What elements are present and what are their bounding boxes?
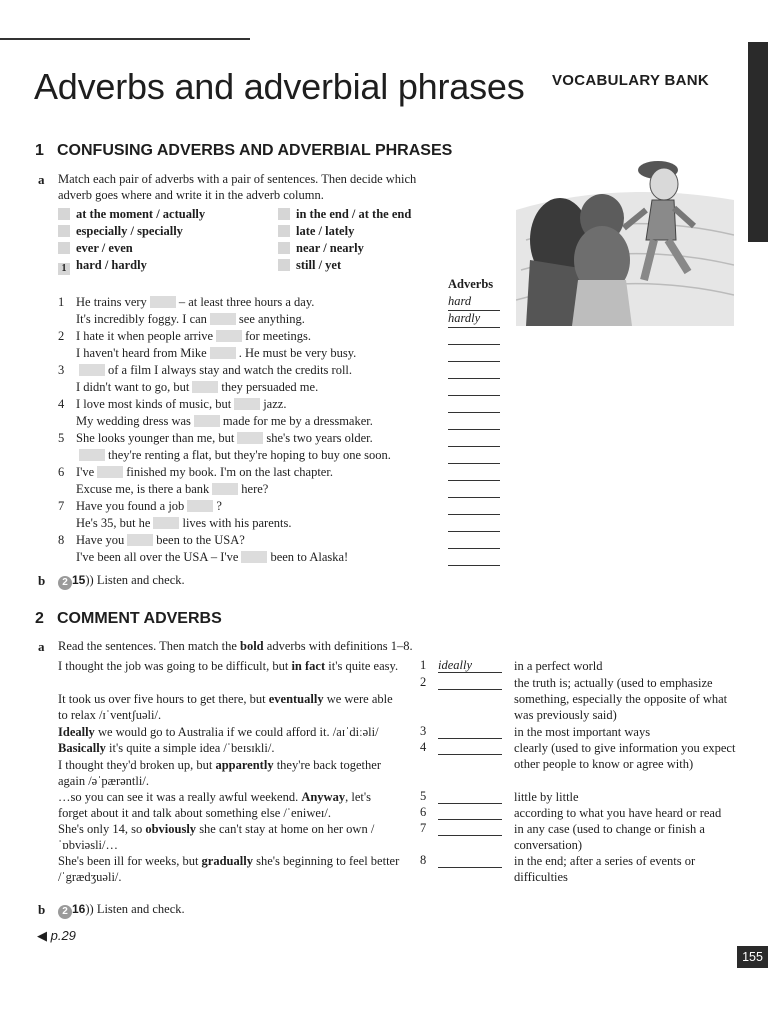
comment-sentence: Basically it's quite a simple idea /ˈbeɪsɪkli/.	[58, 741, 275, 755]
answer-line[interactable]	[438, 821, 502, 836]
pair-label: near / nearly	[296, 241, 364, 255]
answer-line[interactable]	[448, 345, 500, 362]
answer-line[interactable]	[438, 740, 502, 755]
definition-number: 2	[420, 675, 427, 689]
gap-blank	[150, 296, 176, 308]
sentence-b: I haven't heard from Mike . He must be very busy.	[76, 346, 357, 360]
comment-sentence: …so you can see it was a really awful weekend. Anyway, let's forget about it and talk about something else /ˈeniweɪ/.	[58, 790, 371, 820]
sentence-number: 4	[58, 397, 65, 411]
comment-sentence: I thought the job was going to be difficult, but in fact it's quite easy.	[58, 659, 399, 673]
definition: in the most important ways	[514, 725, 651, 739]
adverbs-column-header: Adverbs	[448, 277, 494, 291]
gap-blank	[210, 313, 236, 325]
answer-box[interactable]	[278, 259, 290, 271]
gap-blank	[194, 415, 220, 427]
answer-line[interactable]: ideally	[438, 658, 502, 673]
definition-number: 3	[420, 724, 427, 738]
answer-line[interactable]	[448, 515, 500, 532]
sentence-b: Excuse me, is there a bank here?	[76, 482, 269, 496]
comment-sentence: Ideally we would go to Australia if we could afford it. /aɪˈdiːəli/	[58, 725, 379, 739]
sentence-a: Have you found a job ?	[76, 499, 222, 513]
track-number: 16	[72, 902, 86, 916]
top-rule	[0, 38, 250, 40]
vocabulary-bank-label: VOCABULARY BANK	[552, 72, 710, 89]
section1-title: CONFUSING ADVERBS AND ADVERBIAL PHRASES	[57, 142, 453, 159]
pair-box[interactable]	[58, 241, 133, 256]
audio-cd-icon[interactable]: 2	[58, 905, 72, 919]
listen-text: Listen and check.	[96, 902, 185, 916]
section2-a-label: a	[38, 639, 45, 654]
answer-line[interactable]	[448, 532, 500, 549]
answer-line[interactable]	[448, 362, 500, 379]
definition-number: 1	[420, 658, 427, 672]
answer-line[interactable]	[438, 675, 502, 690]
pair-label: especially / specially	[76, 224, 183, 238]
section2-number: 2	[35, 610, 44, 627]
gap-blank	[210, 347, 236, 359]
definition: in the end; after a series of events or difficulties	[514, 854, 696, 884]
answer-line[interactable]	[448, 464, 500, 481]
answer-line[interactable]	[438, 805, 502, 820]
listen-text: Listen and check.	[96, 573, 185, 587]
section2-b-label: b	[38, 902, 46, 917]
sentence-b: It's incredibly foggy. I can see anything.	[76, 312, 305, 326]
section2-heading	[35, 610, 222, 628]
section1-a-label: a	[38, 172, 45, 187]
answer-box[interactable]	[58, 208, 70, 220]
pair-box[interactable]	[278, 224, 354, 239]
sentence-b: they're renting a flat, but they're hoping to buy one soon.	[76, 448, 391, 463]
sentence-number: 6	[58, 465, 65, 479]
runner-illustration	[516, 140, 734, 326]
gap-blank	[241, 551, 267, 563]
section2-listen[interactable]	[58, 901, 185, 919]
sentence-a: He trains very – at least three hours a day.	[76, 295, 315, 309]
sentence-a: She looks younger than me, but she's two years older.	[76, 431, 373, 445]
answer-box[interactable]	[278, 242, 290, 254]
pair-label: in the end / at the end	[296, 207, 412, 221]
section2-instruction: Read the sentences. Then match the bold adverbs with definitions 1–8.	[58, 639, 413, 653]
definition: in any case (used to change or finish a conversation)	[514, 822, 705, 852]
pair-label: ever / even	[76, 241, 133, 255]
answer-line[interactable]	[448, 549, 500, 566]
answer-box[interactable]	[58, 242, 70, 254]
sentence-b: I've been all over the USA – I've been to Alaska!	[76, 550, 349, 564]
answer-line[interactable]	[438, 789, 502, 804]
answer-line[interactable]	[448, 481, 500, 498]
section2-title: COMMENT ADVERBS	[57, 610, 222, 627]
sentence-b: He's 35, but he lives with his parents.	[76, 516, 292, 530]
comment-sentence: It took us over five hours to get there, but eventually we were able to relax /ɪˈventʃuəli/.	[58, 692, 393, 722]
answer-line[interactable]	[448, 396, 500, 413]
sentence-number: 8	[58, 533, 65, 547]
pair-box[interactable]	[278, 207, 411, 222]
instruction-line: adverb goes where and write it in the adverb column.	[58, 188, 324, 202]
definition: the truth is; actually (used to emphasize something, especially the opposite of what was previously said)	[514, 676, 728, 722]
track-number: 15	[72, 573, 86, 587]
back-arrow-icon: ◀	[37, 928, 51, 943]
answer-box[interactable]	[278, 225, 290, 237]
pair-box[interactable]	[278, 258, 341, 273]
answer-line[interactable]	[448, 379, 500, 396]
answer-box[interactable]	[278, 208, 290, 220]
gap-blank	[234, 398, 260, 410]
page-title: Adverbs and adverbial phrases	[34, 66, 525, 107]
sentence-b: I didn't want to go, but they persuaded me.	[76, 380, 319, 394]
pair-box[interactable]	[278, 241, 364, 256]
audio-wave-icon: ))	[85, 902, 97, 916]
definition-number: 4	[420, 740, 427, 754]
section1-listen[interactable]	[58, 572, 185, 590]
answer-line[interactable]	[448, 498, 500, 515]
sentence-a: I hate it when people arrive for meetings.	[76, 329, 312, 343]
definition: little by little	[514, 790, 579, 804]
sentence-number: 2	[58, 329, 65, 343]
answer-line[interactable]	[448, 430, 500, 447]
page-reference-text: p.29	[50, 928, 76, 943]
definition-number: 5	[420, 789, 427, 803]
audio-wave-icon: ))	[85, 573, 97, 587]
section1-b-label: b	[38, 573, 46, 588]
sentence-a: I've finished my book. I'm on the last chapter.	[76, 465, 333, 479]
answer-box[interactable]	[58, 225, 70, 237]
section1-number: 1	[35, 142, 44, 159]
gap-blank	[97, 466, 123, 478]
pair-label: hard / hardly	[76, 258, 147, 272]
gap-blank	[79, 364, 105, 376]
comment-sentence: She's only 14, so obviously she can't stay at home on her own /ˈɒbviəsli/…	[58, 822, 375, 852]
page-number: 155	[737, 946, 768, 968]
page-reference[interactable]	[37, 928, 76, 944]
section1-heading	[35, 142, 452, 160]
gap-blank	[192, 381, 218, 393]
sentence-number: 7	[58, 499, 65, 513]
gap-blank	[212, 483, 238, 495]
sentence-a: of a film I always stay and watch the credits roll.	[76, 363, 352, 378]
comment-sentence: She's been ill for weeks, but gradually she's beginning to feel better /ˈgrædʒuəli/.	[58, 854, 400, 884]
sentence-a: I love most kinds of music, but jazz.	[76, 397, 287, 411]
answer-line[interactable]: hardly	[448, 311, 500, 328]
pair-label: at the moment / actually	[76, 207, 206, 221]
answer-line[interactable]	[438, 724, 502, 739]
gap-blank	[216, 330, 242, 342]
answer-line[interactable]	[448, 413, 500, 430]
comment-sentence: I thought they'd broken up, but apparently they're back together again /əˈpærəntli/.	[58, 758, 381, 788]
instruction-line: Match each pair of adverbs with a pair of sentences. Then decide which	[58, 172, 417, 186]
definition: clearly (used to give information you expect other people to know or agree with)	[514, 741, 736, 771]
gap-blank	[79, 449, 105, 461]
pair-label: late / lately	[296, 224, 355, 238]
definition-number: 7	[420, 821, 427, 835]
audio-cd-icon[interactable]: 2	[58, 576, 72, 590]
section1-instruction	[58, 171, 416, 203]
definition-number: 8	[420, 853, 427, 867]
sentence-a: Have you been to the USA?	[76, 533, 245, 547]
sentence-number: 1	[58, 295, 65, 309]
gap-blank	[187, 500, 213, 512]
side-tab	[748, 42, 768, 242]
answer-line[interactable]	[438, 853, 502, 868]
pair-box[interactable]	[58, 258, 147, 275]
answer-box[interactable]: 1	[58, 263, 70, 275]
gap-blank	[127, 534, 153, 546]
definition: according to what you have heard or read	[514, 806, 722, 820]
sentence-b: My wedding dress was made for me by a dressmaker.	[76, 414, 373, 428]
answer-line[interactable]	[448, 447, 500, 464]
pair-box[interactable]	[58, 224, 183, 239]
pair-box[interactable]	[58, 207, 205, 222]
sentence-number: 3	[58, 363, 65, 377]
answer-line[interactable]: hard	[448, 294, 500, 311]
pair-label: still / yet	[296, 258, 342, 272]
gap-blank	[237, 432, 263, 444]
gap-blank	[153, 517, 179, 529]
definition: in a perfect world	[514, 659, 603, 673]
sentence-number: 5	[58, 431, 65, 445]
answer-line[interactable]	[448, 328, 500, 345]
definition-number: 6	[420, 805, 427, 819]
